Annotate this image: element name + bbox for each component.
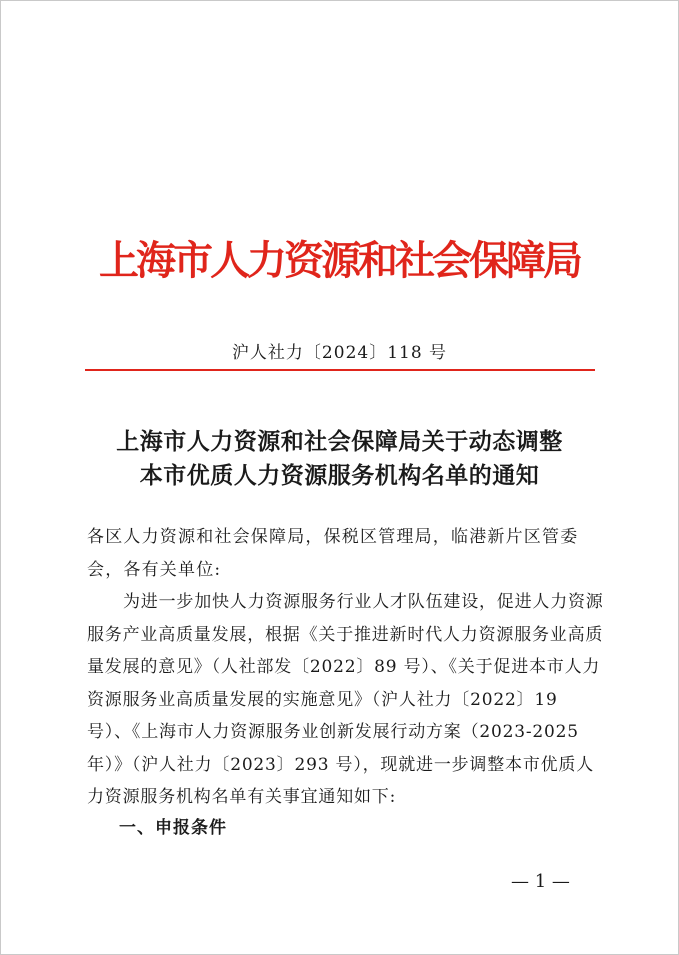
title-line-2: 本市优质人力资源服务机构名单的通知 [139,462,540,489]
addressee: 各区人力资源和社会保障局，保税区管理局，临港新片区管委会，各有关单位: [87,527,579,580]
body-paragraph: 为进一步加快人力资源服务行业人才队伍建设，促进人力资源服务产业高质量发展，根据《关于推进新时代人力资源服务业高质量发展的意见》（人社部发〔2022〕89 号）、《关于促进本市人力资源服务业高质量发展的实施意见》（沪人社力〔2022〕19 号）、《上海市人力资源服务业创新发展行动方案（2023-2025 年）》（沪人社力〔2023〕293 号），现就进一步调整本市优质人力资源服务机构名单有关事宜通知如下: [87,592,604,807]
title-line-1: 上海市人力资源和社会保障局关于动态调整 [116,428,563,455]
section-heading: 一、申报条件 [119,818,227,838]
document-number: 沪人社力〔2024〕118 号 [231,343,448,363]
document-title [1,425,678,493]
page-number: — 1 — [511,871,570,892]
red-divider [85,369,595,371]
issuer-header: 上海市人力资源和社会保障局 [99,237,580,284]
